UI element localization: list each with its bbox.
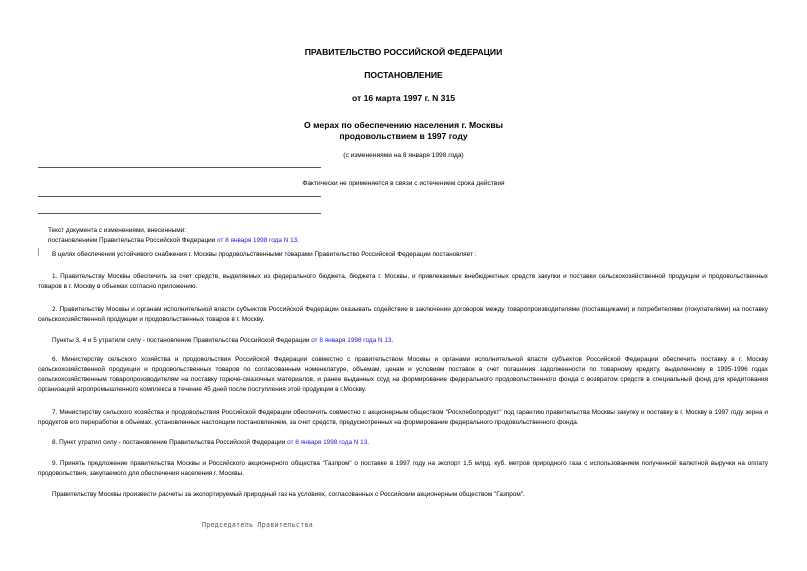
edition-line1: Текст документа с изменениями, внесенными: (48, 227, 186, 234)
paragraph-3-5 (52, 336, 393, 346)
paragraph-10: Правительству Москвы произвести расчеты за экспортируемый природный газ на условиях, согласованных с Российским акционерным обществом "Газпром". (52, 491, 525, 498)
doc-type-heading: ПОСТАНОВЛЕНИЕ (364, 70, 443, 80)
amendment-link[interactable]: от 8 января 1998 года N 13 (217, 237, 298, 244)
signature: Председатель Правительства (202, 521, 314, 529)
preamble: В целях обеспечения устойчивого снабжения г. Москвы продовольственными товарами Правительство Российской Федерации постановляет : (52, 251, 477, 258)
paragraph-7 (38, 408, 768, 428)
paragraph-6 (38, 355, 768, 395)
paragraph-2-text: 2. Правительству Москвы и органам исполнительной власти субъектов Российской Федерации оказывать содействие в заключении договоров между товаропроизводителями (поставщиками) и потребителями (покупателями) на поставку сельскохозяйственной продукции и продовольственных товаров в г. Москву. (38, 306, 768, 323)
status-note: Фактически не применяется в связи с истечением срока действия (302, 180, 505, 187)
paragraph-2 (38, 305, 768, 325)
margin-marker (38, 248, 39, 256)
paragraph-9-text: 9. Принять предложение правительства Москвы и Российского акционерного общества "Газпром" о поставке в 1997 году на экспорт 1,5 млрд. куб. метров природного газа с использованием полученной валютной выручки на оплату продовольствия, закупаемого для обеспечения населения г. Москвы. (38, 460, 768, 477)
date-number: от 16 марта 1997 г. N 315 (351, 93, 456, 103)
paragraph-1-text: 1. Правительству Москвы обеспечить за счет средств, выделяемых из федерального бюджета, бюджета г. Москвы, и привлекаемых внебюджетных средств закупки и поставки сельскохозяйственной продукции и продовольственных товаров в г. Москву в объемах согласно приложению. (38, 273, 768, 290)
paragraph-8-suffix: . (367, 439, 370, 446)
paragraph-8-text: 8. Пункт утратил силу - постановление Правительства Российской Федерации (52, 439, 288, 446)
paragraph-6-text: 6. Министерству сельского хозяйства и продовольствия Российской Федерации совместно с правительством Москвы и органами исполнительной власти субъектов Российской Федерации обеспечить поставку в г. Москву сельскохозяйственной продукции и продовольственных товаров по согласованным номенклатуре, объемам, ценам и условиям поставок в счет погашения задолженности по товарному кредиту, выделенному в 1995-1996 годах сельскохозяйственным товаропроизводителям на поставку горюче-смазочных материалов, и ранее выданных ссуд на формирование федерального продовольственного фонда с возвратом средств в специальный фонд для кредитования организаций агропромышленного комплекса в течение 45 дней после поступления этой продукции в г.Москву. (38, 356, 768, 393)
divider (38, 167, 321, 168)
doc-title-line2: продовольствием в 1997 году (339, 131, 468, 141)
authority-heading: ПРАВИТЕЛЬСТВО РОССИЙСКОЙ ФЕДЕРАЦИИ (304, 47, 503, 57)
paragraph-7-text: 7. Министерству сельского хозяйства и продовольствия Российской Федерации обеспечить совместно с акционерным обществом "Росхлебопродукт" под гарантию правительства Москвы закупку и поставку в г. Москву в 1997 году зерна и продуктов его переработки в объемах, установленных настоящим постановлением, за счет средств, предусмотренных на формирование федерального продовольственного фонда. (38, 409, 768, 426)
amendment-link[interactable]: от 8 января 1998 года N 13 (311, 337, 392, 344)
paragraph-3-5-text: Пункты 3, 4 и 5 утратили силу - постановление Правительства Российской Федерации (52, 337, 312, 344)
paragraph-3-5-suffix: . (391, 337, 394, 344)
edition-line2 (48, 236, 299, 246)
amendments-note: (с изменениями на 8 января 1998 года) (343, 152, 464, 159)
amendment-link[interactable]: от 8 января 1998 года N 13 (287, 439, 368, 446)
paragraph-9 (38, 459, 768, 479)
divider (38, 196, 321, 197)
edition-text: постановлением Правительства Российской Федерации (48, 237, 218, 244)
paragraph-8 (52, 438, 369, 448)
paragraph-1 (38, 272, 768, 292)
edition-suffix: . (297, 237, 299, 244)
divider (38, 213, 321, 214)
doc-title-line1: О мерах по обеспечению населения г. Москвы (304, 120, 503, 130)
